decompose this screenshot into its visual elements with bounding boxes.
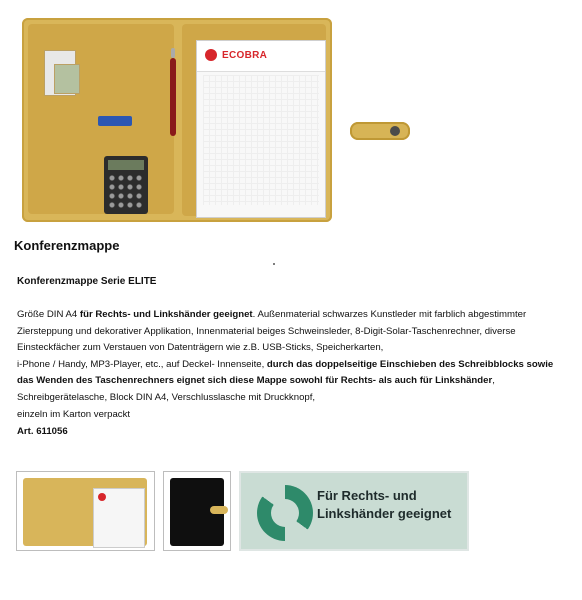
thumbnail-handedness-badge[interactable] — [239, 471, 469, 551]
closed-folder-image — [170, 478, 224, 546]
hero-image — [22, 18, 340, 224]
thumbnail-closed-folder[interactable] — [163, 471, 231, 551]
mini-ecobra-logo-icon — [98, 493, 106, 501]
product-subtitle: Konferenzmappe Serie ELITE — [17, 276, 157, 287]
card-slot — [54, 64, 80, 94]
description-bold-text: durch das doppelseitige Einschieben des Schreibblocks sowie — [266, 358, 554, 370]
thumbnail-strip — [16, 471, 469, 551]
decorative-dot — [273, 263, 275, 265]
grid-paper — [203, 75, 319, 205]
description-line — [17, 340, 575, 357]
calculator-icon — [104, 156, 148, 214]
open-folder-illustration — [22, 18, 332, 222]
description-text: Einsteckfächer zum Verstauen von Datenträgern wie z.B. USB-Sticks, Speicherkarten, — [17, 342, 384, 354]
usb-stick-icon — [98, 116, 132, 126]
page-title: Konferenzmappe — [14, 238, 120, 253]
badge-text — [317, 487, 451, 523]
description-bold-text: das Wenden des Taschenrechners eignet sich diese Mappe sowohl für Rechts- als auch für Linkshänder — [17, 375, 493, 387]
article-number: Art. 611056 — [17, 426, 68, 437]
ecobra-logo-mark-icon — [205, 49, 217, 61]
description-text: i-Phone / Handy, MP3-Player, etc., auf Deckel- Innenseite, — [17, 358, 267, 370]
description-line — [17, 407, 575, 424]
pen-icon — [170, 58, 176, 136]
description-line — [17, 357, 575, 374]
rotate-arrows-icon — [257, 485, 313, 541]
closure-strap — [350, 122, 410, 140]
ecobra-logo — [205, 49, 267, 61]
description-text: Größe DIN A4 — [17, 309, 80, 320]
product-description — [17, 307, 575, 423]
pad-header — [197, 41, 325, 72]
description-text: . Außenmaterial schwarzes Kunstleder mit farblich abgestimmter — [252, 309, 527, 320]
description-line — [17, 373, 575, 390]
ecobra-brand-text: ECOBRA — [222, 49, 268, 61]
description-text: Schreibgerätelasche, Block DIN A4, Verschlusslasche mit Druckknopf, — [17, 391, 316, 403]
folder-left-panel — [28, 24, 174, 214]
description-line — [17, 307, 575, 324]
mini-pad — [93, 488, 145, 548]
description-line — [17, 390, 575, 407]
description-text: , — [492, 375, 495, 387]
description-text: Ziersteppung und dekorativer Applikation, Innenmaterial beiges Schweinsleder, 8-Digit-Solar-Taschenrechner, diverse — [17, 325, 516, 337]
writing-pad — [196, 40, 326, 218]
closure-tab — [210, 506, 228, 514]
description-line — [17, 324, 575, 341]
description-text: einzeln im Karton verpackt — [17, 408, 131, 420]
badge-text-line-1: Für Rechts- und — [317, 488, 417, 503]
mini-folder-image — [23, 478, 147, 546]
thumbnail-open-folder[interactable] — [16, 471, 155, 551]
snap-button-icon — [390, 126, 400, 136]
badge-text-line-2: Linkshänder geeignet — [317, 506, 452, 521]
description-bold-text: für Rechts- und Linkshänder geeignet — [79, 309, 253, 320]
